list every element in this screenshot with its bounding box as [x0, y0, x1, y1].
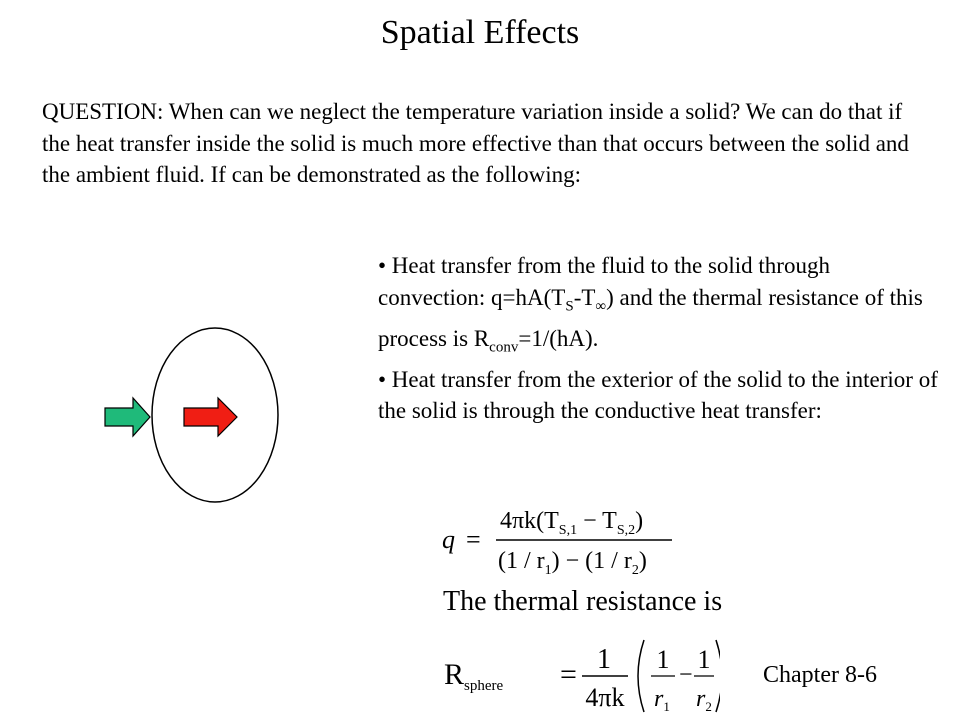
eq2-denominator: 4πk: [585, 683, 625, 712]
eq-den-sub2: 2: [631, 563, 639, 578]
svg-text:4πk(TS,1 − TS,2): [500, 508, 643, 538]
eq2-one-c: 1: [697, 645, 711, 674]
chapter-footer: Chapter 8-6: [763, 662, 877, 688]
eq-numerator-a: 4πk(T: [500, 508, 559, 534]
eq-q: q: [442, 525, 455, 554]
bullet-convection: [378, 250, 938, 364]
eq-den-sub1: 1: [544, 563, 552, 578]
eq2-r1-sub: 1: [663, 699, 670, 714]
eq-denominator-close: ): [638, 548, 647, 574]
conduction-equation: [440, 500, 680, 580]
eq2-right-paren: [716, 640, 720, 712]
eq2-one: 1: [597, 644, 611, 675]
svg-text:Rsphere: [444, 658, 504, 694]
fluid-arrow-icon: [105, 398, 150, 436]
eq2-r2: r: [696, 686, 706, 712]
bullet-convection-end: =1/(hA).: [518, 325, 599, 351]
eq-denominator-a: (1 / r: [498, 548, 545, 574]
question-paragraph: QUESTION: When can we neglect the temperature variation inside a solid? We can do that if the heat transfer inside the solid is much more effective than that occurs between the solid and the ambient fluid. If can be demonstrated as the following:: [42, 99, 909, 187]
eq2-r: R: [444, 658, 465, 691]
eq2-r2-sub: 2: [705, 699, 712, 714]
eq2-left-paren: [638, 640, 644, 712]
eq2-equals: =: [560, 658, 577, 691]
bullet-convection-mid: -T: [573, 284, 596, 310]
eq2-r1: r: [654, 686, 664, 712]
eq-num-sub2: S,2: [616, 523, 636, 538]
svg-text:r1: [654, 686, 670, 714]
bullet-convection-post: ) and the thermal resistance of this process is R: [378, 284, 923, 351]
eq-numerator-close: ): [635, 508, 644, 534]
subscript-conv: conv: [489, 339, 519, 356]
svg-text:(1 / r1) − (1 / r2): [498, 548, 647, 578]
bullet-list: [378, 250, 938, 427]
eq2-r-sub: sphere: [464, 678, 504, 694]
sphere-diagram: [100, 325, 280, 505]
resistance-label: The thermal resistance is: [443, 586, 723, 617]
resistance-equation: [440, 632, 720, 716]
heat-arrow-icon: [184, 398, 237, 436]
eq2-one-b: 1: [656, 645, 670, 674]
eq-denominator-mid: ) − (1 / r: [551, 548, 632, 574]
bullet-convection-text: • Heat transfer from the fluid to the solid through convection: q=hA(T: [378, 253, 830, 310]
eq-equals: =: [466, 525, 481, 554]
subscript-s: S: [565, 298, 574, 315]
svg-text:r2: [696, 686, 712, 714]
eq2-minus: −: [679, 662, 693, 688]
bullet-conduction: • Heat transfer from the exterior of the solid to the interior of the solid is through the conductive heat transfer:: [378, 366, 938, 424]
slide-title: Spatial Effects: [380, 14, 580, 51]
subscript-infinity: ∞: [595, 298, 607, 315]
eq-num-sub1: S,1: [558, 523, 578, 538]
eq-numerator-mid: − T: [577, 508, 617, 534]
